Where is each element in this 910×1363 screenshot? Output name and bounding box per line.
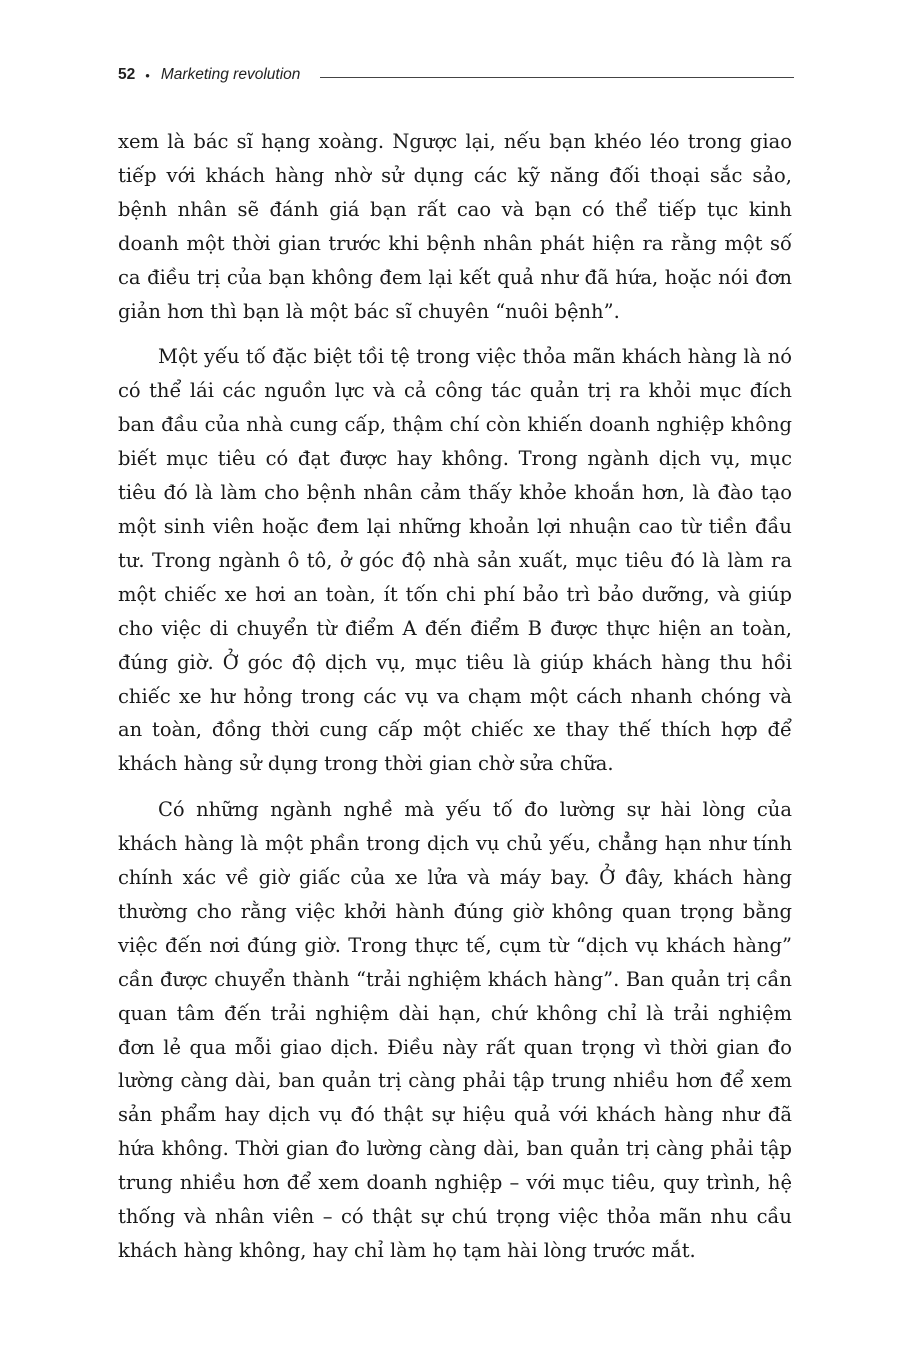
body-text — [118, 125, 792, 1280]
header-bullet-separator: • — [145, 67, 150, 83]
page-number: 52 — [118, 66, 136, 83]
paragraph-continued: xem là bác sĩ hạng xoàng. Ngược lại, nếu bạn khéo léo trong giao tiếp với khách hàng nhờ sử dụng các kỹ năng đối thoại sắc sảo, bệnh nhân sẽ đánh giá bạn rất cao và bạn có thể tiếp tục kinh doanh một thời gian trước khi bệnh nhân phát hiện ra rằng một số ca điều trị của bạn không đem lại kết quả như đã hứa, hoặc nói đơn giản hơn thì bạn là một bác sĩ chuyên “nuôi bệnh”. — [118, 130, 792, 323]
paragraph-customer-experience: Có những ngành nghề mà yếu tố đo lường sự hài lòng của khách hàng là một phần trong dịch vụ chủ yếu, chẳng hạn như tính chính xác về giờ giấc của xe lửa và máy bay. Ở đây, khách hàng thường cho rằng việc khởi hành đúng giờ không quan trọng bằng việc đến nơi đúng giờ. Trong thực tế, cụm từ “dịch vụ khách hàng” cần được chuyển thành “trải nghiệm khách hàng”. Ban quản trị cần quan tâm đến trải nghiệm dài hạn, chứ không chỉ là trải nghiệm đơn lẻ qua mỗi giao dịch. Điều này rất quan trọng vì thời gian đo lường càng dài, ban quản trị càng phải tập trung nhiều hơn để xem sản phẩm hay dịch vụ đó thật sự hiệu quả với khách hàng như đã hứa không. Thời gian đo lường càng dài, ban quản trị càng phải tập trung nhiều hơn để xem doanh nghiệp – với mục tiêu, quy trình, hệ thống và nhân viên – có thật sự chú trọng việc thỏa mãn nhu cầu khách hàng không, hay chỉ làm họ tạm hài lòng trước mắt. — [118, 798, 792, 1262]
running-title: Marketing revolution — [160, 66, 301, 83]
paragraph-customer-satisfaction: Một yếu tố đặc biệt tồi tệ trong việc thỏa mãn khách hàng là nó có thể lái các nguồn lực và cả công tác quản trị ra khỏi mục đích ban đầu của nhà cung cấp, thậm chí còn khiến doanh nghiệp không biết mục tiêu có đạt được hay không. Trong ngành dịch vụ, mục tiêu đó là làm cho bệnh nhân cảm thấy khỏe khoắn hơn, là đào tạo một sinh viên hoặc đem lại những khoản lợi nhuận cao từ tiền đầu tư. Trong ngành ô tô, ở góc độ nhà sản xuất, mục tiêu đó là làm ra một chiếc xe hơi an toàn, ít tốn chi phí bảo trì bảo dưỡng, và giúp cho việc di chuyển từ điểm A đến điểm B được thực hiện an toàn, đúng giờ. Ở góc độ dịch vụ, mục tiêu là giúp khách hàng thu hồi chiếc xe hư hỏng trong các vụ va chạm một cách nhanh chóng và an toàn, đồng thời cung cấp một chiếc xe thay thế thích hợp để khách hàng sử dụng trong thời gian chờ sửa chữa. — [118, 345, 792, 776]
header-rule — [320, 77, 794, 78]
running-header — [118, 64, 794, 86]
